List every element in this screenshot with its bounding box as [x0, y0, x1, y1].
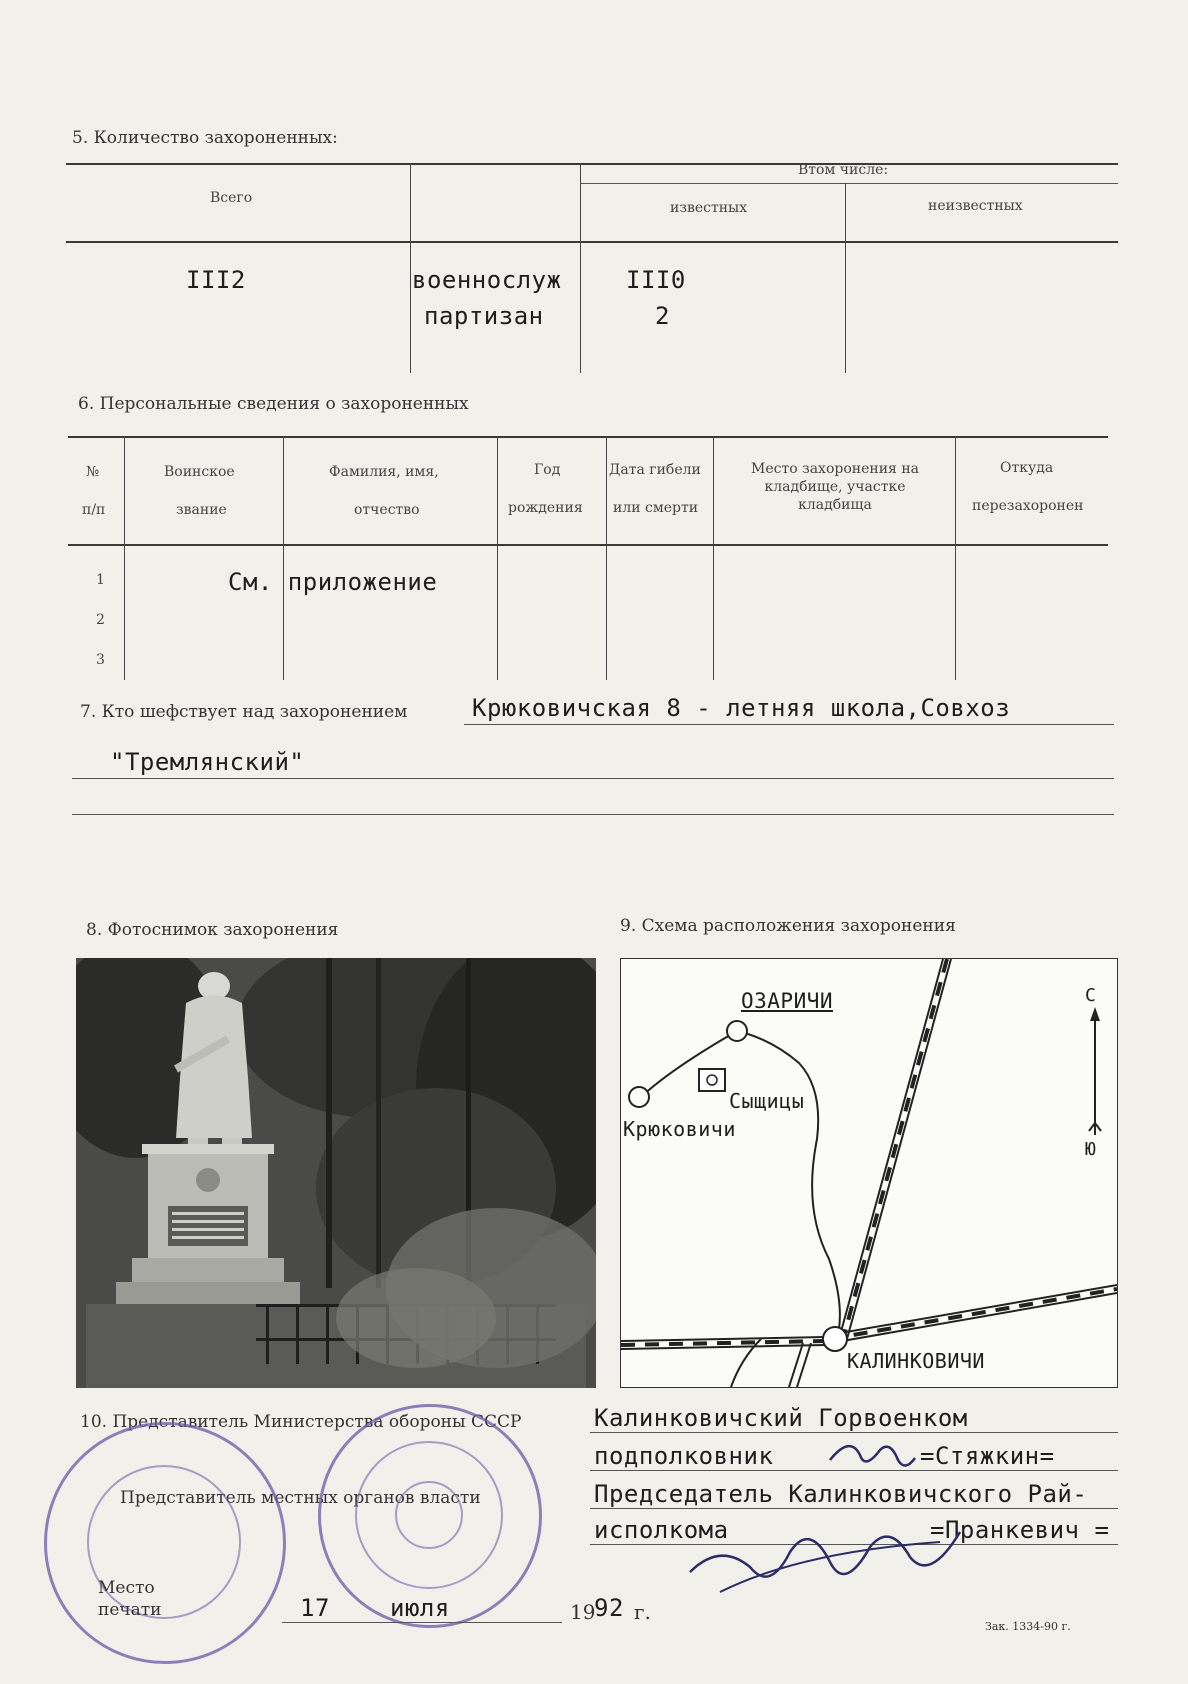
rule — [590, 1508, 1118, 1509]
label-north: С — [1085, 985, 1097, 1006]
section9-title: 9. Схема расположения захоронения — [620, 916, 956, 936]
label-ozarichi: ОЗАРИЧИ — [741, 989, 834, 1013]
category-partisan: партизан — [424, 302, 544, 330]
signature-mo — [820, 1430, 920, 1480]
section5-title: 5. Количество захороненных: — [72, 128, 338, 148]
known-partisan: 2 — [655, 302, 670, 330]
rule — [497, 436, 498, 680]
row-number: 2 — [96, 612, 105, 628]
label-kalinkovichi: КАЛИНКОВИЧИ — [847, 1349, 985, 1373]
burial-site-marker — [699, 1069, 725, 1091]
col-name-header: отчество — [354, 502, 420, 518]
section6-title: 6. Персональные сведения о захороненных — [78, 394, 469, 414]
memorial-photo — [76, 958, 596, 1388]
col-year-header: рождения — [508, 500, 583, 516]
date-suffix: г. — [634, 1600, 651, 1624]
col-date-header: или смерти — [613, 500, 699, 516]
col-place-header: Место захоронения на кладбище, участке кладбища — [750, 461, 920, 513]
label-south: Ю — [1085, 1139, 1097, 1160]
rule — [66, 241, 1118, 243]
mo-line2: подполковник — [594, 1442, 774, 1470]
local-line2: исполкома — [594, 1516, 729, 1544]
section7-label: 7. Кто шефствует над захоронением — [80, 702, 408, 722]
known-military: III0 — [626, 266, 686, 294]
date-day: 17 — [300, 1594, 330, 1622]
col-year-header: Год — [534, 462, 561, 478]
see-appendix: См. приложение — [228, 568, 438, 596]
location-scheme — [620, 958, 1118, 1388]
town-kalinkovichi-marker — [823, 1327, 847, 1351]
label-kryukovichi: Крюковичи — [623, 1117, 736, 1141]
rule — [72, 778, 1114, 779]
rule — [713, 436, 714, 680]
patron-line1: Крюковичская 8 - летняя школа,Совхоз — [472, 694, 1011, 722]
rule — [580, 163, 581, 373]
col-total-header: Всего — [210, 190, 253, 206]
rule — [606, 436, 607, 680]
date-month: июля — [390, 1594, 450, 1622]
signature-local — [680, 1512, 980, 1612]
town-kryukovichi-marker — [629, 1087, 649, 1107]
rule — [68, 544, 1108, 546]
print-code: Зак. 1334-90 г. — [985, 1620, 1071, 1633]
col-from-header: перезахоронен — [972, 498, 1084, 514]
rule — [68, 436, 1108, 438]
rule — [845, 183, 846, 373]
rule — [72, 814, 1114, 815]
local-name: =Пранкевич = — [930, 1516, 1110, 1544]
mo-name: =Стяжкин= — [920, 1442, 1055, 1470]
rule — [282, 1622, 562, 1623]
seal-place-label: Место — [98, 1578, 155, 1598]
col-from-header: Откуда — [1000, 460, 1054, 476]
rule — [410, 163, 411, 373]
total-count: III2 — [186, 266, 246, 294]
rule — [955, 436, 956, 680]
col-name-header: Фамилия, имя, — [329, 464, 439, 480]
col-incl-header: Втом числе: — [798, 162, 889, 178]
section10-label: 10. Представитель Министерства обороны СССР — [80, 1412, 522, 1432]
date-year: 92 — [594, 1594, 624, 1622]
col-no-header: п/п — [82, 502, 106, 518]
col-rank-header: звание — [176, 502, 227, 518]
col-no-header: № — [86, 464, 100, 480]
section8-title: 8. Фотоснимок захоронения — [86, 920, 339, 940]
col-known-header: известных — [670, 200, 748, 216]
official-seal-1 — [44, 1422, 286, 1664]
town-ozarichi-marker — [727, 1021, 747, 1041]
col-rank-header: Воинское — [164, 464, 235, 480]
date-year-prefix: 19 — [570, 1600, 596, 1624]
category-military: военнослуж — [412, 266, 562, 294]
row-number: 3 — [96, 652, 105, 668]
label-syshchitsy: Сыщицы — [729, 1089, 805, 1113]
row-number: 1 — [96, 572, 105, 588]
mo-line1: Калинковичский Горвоенком — [594, 1404, 968, 1432]
col-unknown-header: неизвестных — [928, 198, 1023, 214]
rule — [66, 163, 1118, 165]
rule — [580, 183, 1118, 184]
rule — [124, 436, 125, 680]
local-label: Представитель местных органов власти — [120, 1488, 481, 1508]
seal-place-label: печати — [98, 1600, 162, 1620]
patron-line2: "Тремлянский" — [110, 748, 305, 776]
railway — [621, 959, 1117, 1387]
col-date-header: Дата гибели — [609, 462, 701, 478]
local-line1: Председатель Калинковичского Рай- — [594, 1480, 1088, 1508]
rule — [283, 436, 284, 680]
rule — [464, 724, 1114, 725]
